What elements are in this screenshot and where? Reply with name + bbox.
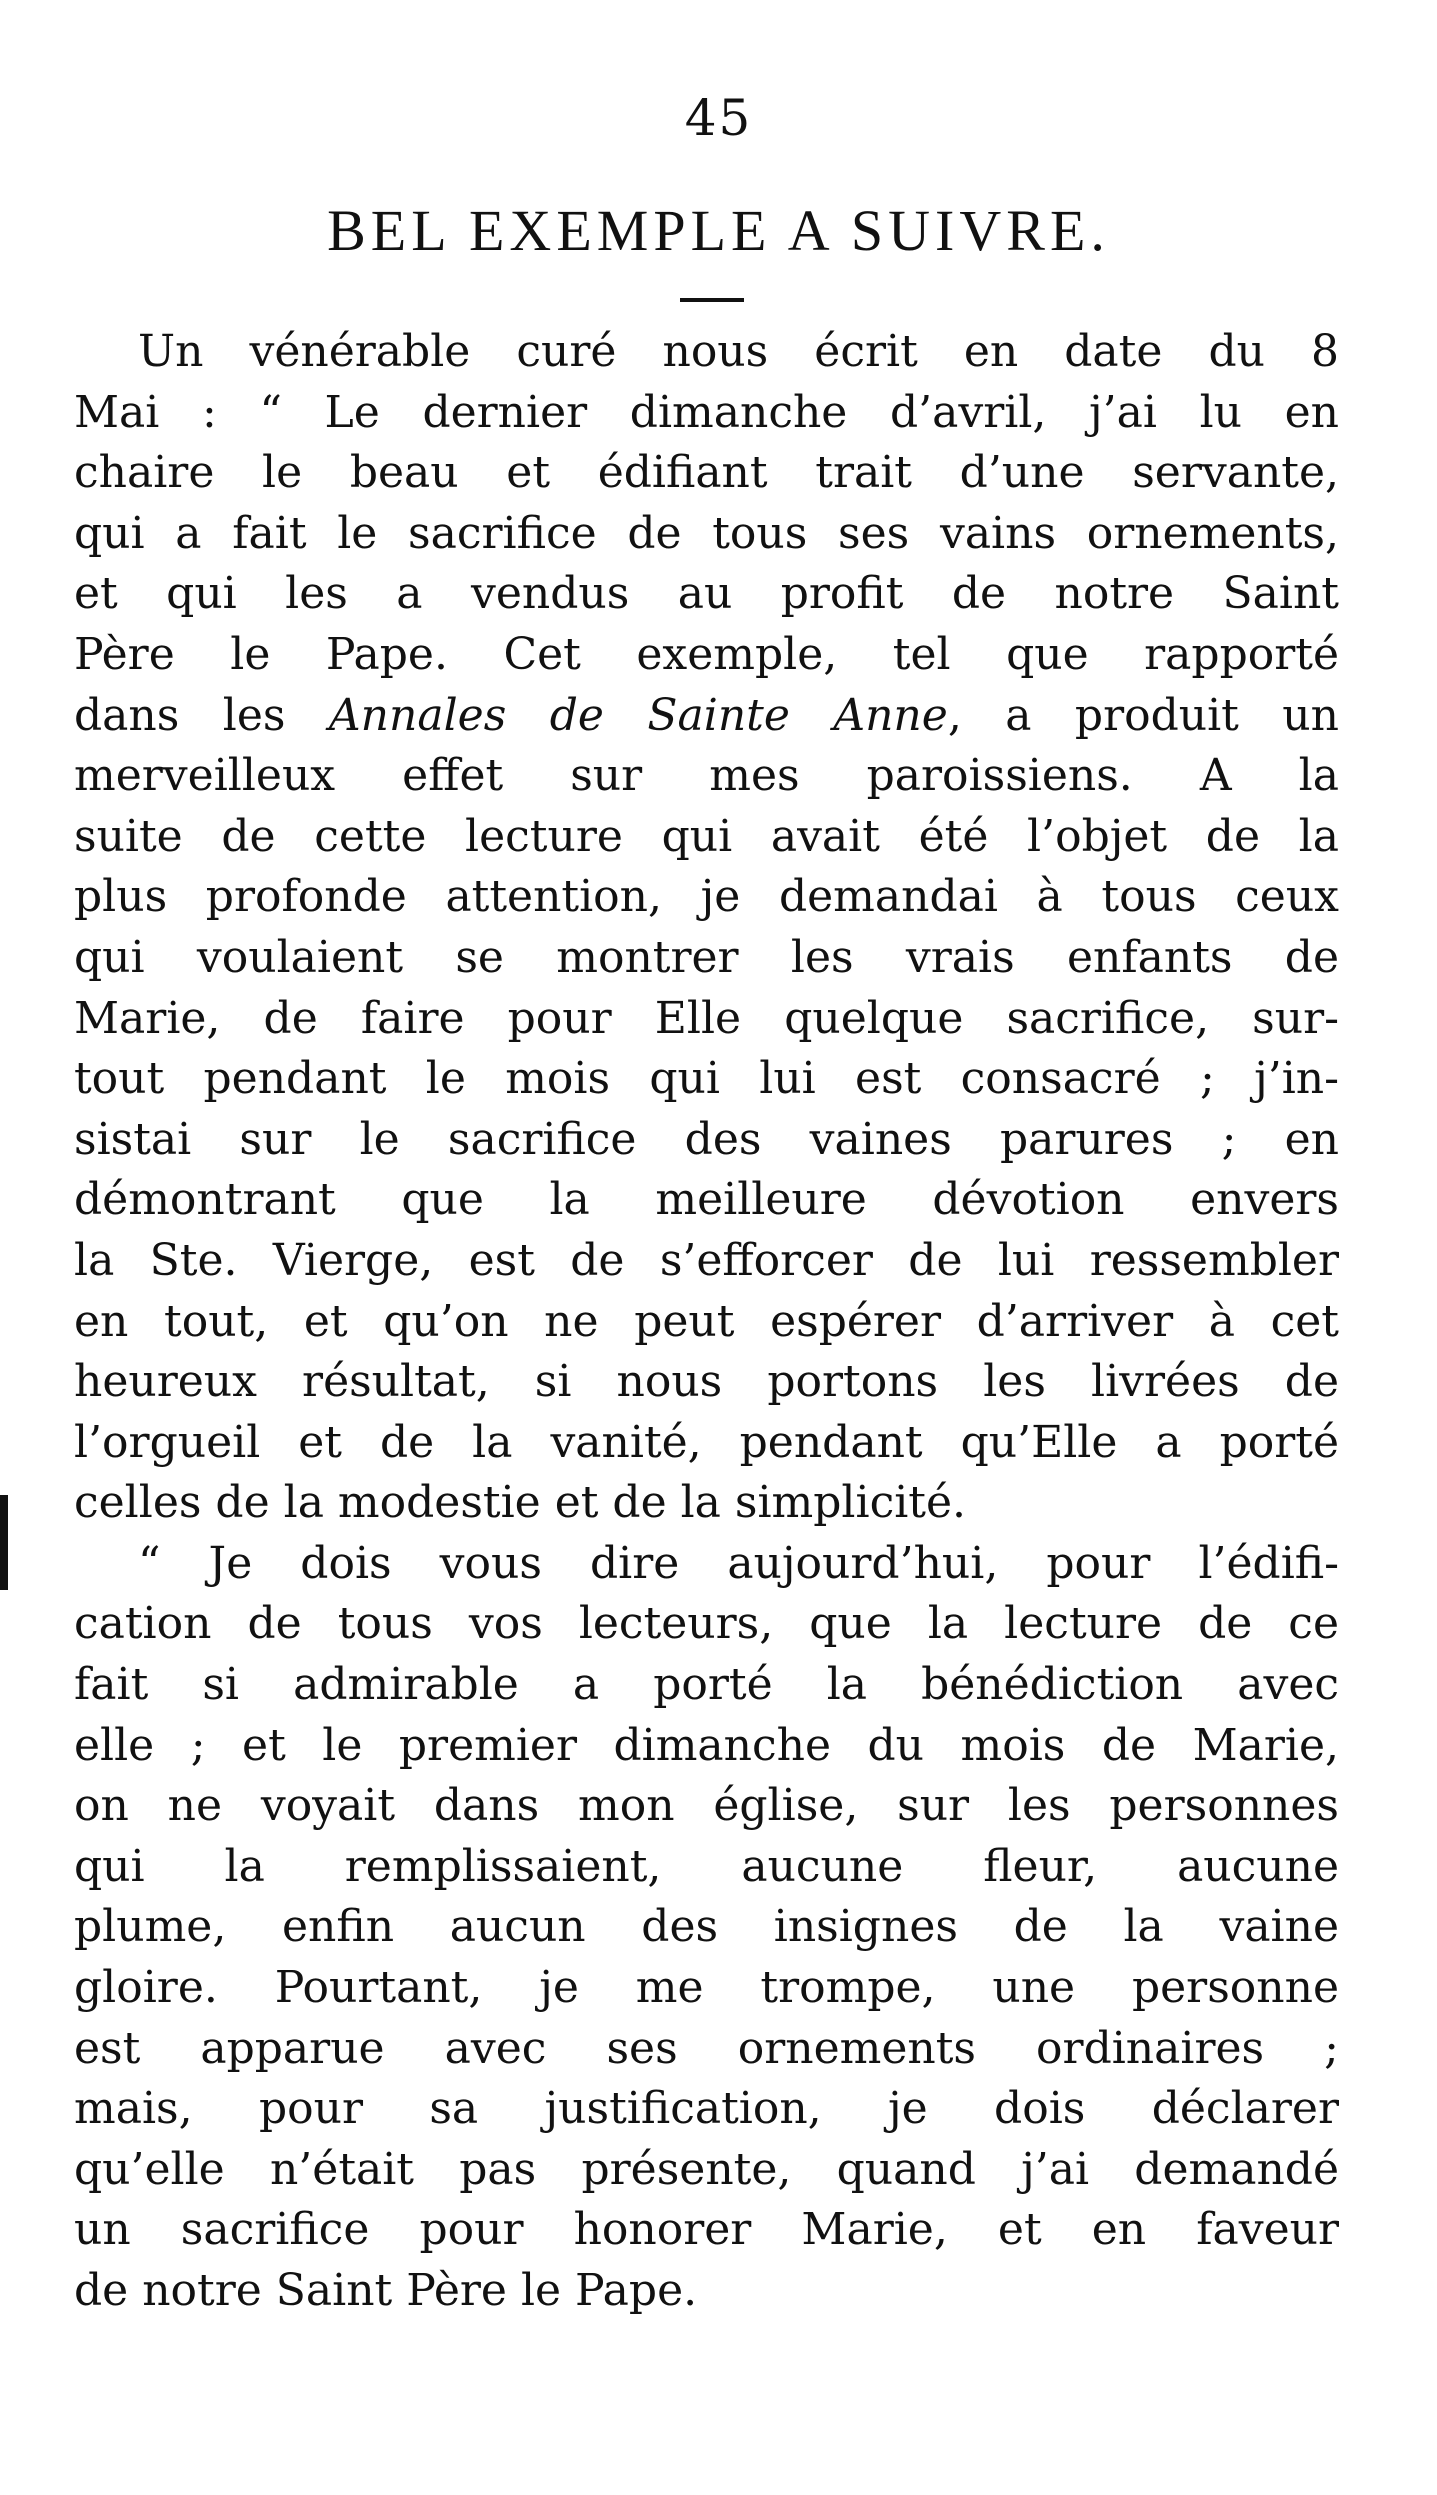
text-line: de notre Saint Père le Pape. xyxy=(74,2265,698,2316)
binding-edge-mark xyxy=(0,1495,8,1590)
text-line: démontrant que la meilleure dévotion envers xyxy=(74,1174,1339,1226)
publication-title: Annales de Sainte Anne xyxy=(328,689,948,741)
text-fragment: dans les xyxy=(74,689,286,741)
text-line: “ Je dois vous dire aujourd’hui, pour l’édifi- xyxy=(138,1537,1339,1589)
text-line: cation de tous vos lecteurs, que la lecture de ce xyxy=(74,1598,1339,1650)
text-line: Un vénérable curé nous écrit en date du 8 xyxy=(138,326,1339,377)
text-line: chaire le beau et édifiant trait d’une servante, xyxy=(74,447,1339,499)
text-line: un sacrifice pour honorer Marie, et en faveur xyxy=(74,2204,1339,2256)
text-line: est apparue avec ses ornements ordinaires ; xyxy=(74,2022,1339,2074)
article-body xyxy=(74,322,1339,2322)
text-line: Mai : “ Le dernier dimanche d’avril, j’ai lu en xyxy=(74,386,1339,438)
title-divider xyxy=(680,298,744,302)
text-line: celles de la modestie et de la simplicité. xyxy=(74,1477,966,1529)
text-line: la Ste. Vierge, est de s’efforcer de lui ressembler xyxy=(74,1234,1339,1286)
text-line: on ne voyait dans mon église, sur les personnes xyxy=(74,1780,1339,1832)
text-line: en tout, et qu’on ne peut espérer d’arriver à cet xyxy=(74,1295,1339,1347)
text-line: elle ; et le premier dimanche du mois de Marie, xyxy=(74,1719,1339,1771)
text-line: Marie, de faire pour Elle quelque sacrifice, sur- xyxy=(74,992,1339,1044)
text-line: plume, enfin aucun des insignes de la vaine xyxy=(74,1901,1339,1953)
text-line: merveilleux effet sur mes paroissiens. A la xyxy=(74,750,1339,802)
text-line: sistai sur le sacrifice des vaines parures ; en xyxy=(74,1113,1339,1165)
text-line: qui a fait le sacrifice de tous ses vains ornements, xyxy=(74,507,1339,559)
text-line: mais, pour sa justification, je dois déclarer xyxy=(74,2083,1339,2135)
text-line: l’orgueil et de la vanité, pendant qu’Elle a porté xyxy=(74,1416,1339,1468)
text-line: fait si admirable a porté la bénédiction avec xyxy=(74,1659,1339,1711)
page-title: BEL EXEMPLE A SUIVRE. xyxy=(327,198,1110,263)
text-line: Père le Pape. Cet exemple, tel que rapporté xyxy=(74,628,1339,680)
page-number: 45 xyxy=(684,89,753,147)
text-line: tout pendant le mois qui lui est consacré ; j’in- xyxy=(74,1053,1339,1105)
text-line-with-citation xyxy=(74,686,1339,747)
text-line: et qui les a vendus au profit de notre Saint xyxy=(74,568,1339,620)
text-line: qu’elle n’était pas présente, quand j’ai demandé xyxy=(74,2143,1339,2195)
text-line: plus profonde attention, je demandai à tous ceux xyxy=(74,871,1339,923)
text-line: qui voulaient se montrer les vrais enfants de xyxy=(74,931,1339,983)
text-line: heureux résultat, si nous portons les livrées de xyxy=(74,1356,1339,1408)
text-fragment: , a produit un xyxy=(947,689,1339,741)
text-line: qui la remplissaient, aucune fleur, aucune xyxy=(74,1840,1339,1892)
text-line: suite de cette lecture qui avait été l’objet de la xyxy=(74,810,1339,862)
text-line: gloire. Pourtant, je me trompe, une personne xyxy=(74,1962,1339,2014)
